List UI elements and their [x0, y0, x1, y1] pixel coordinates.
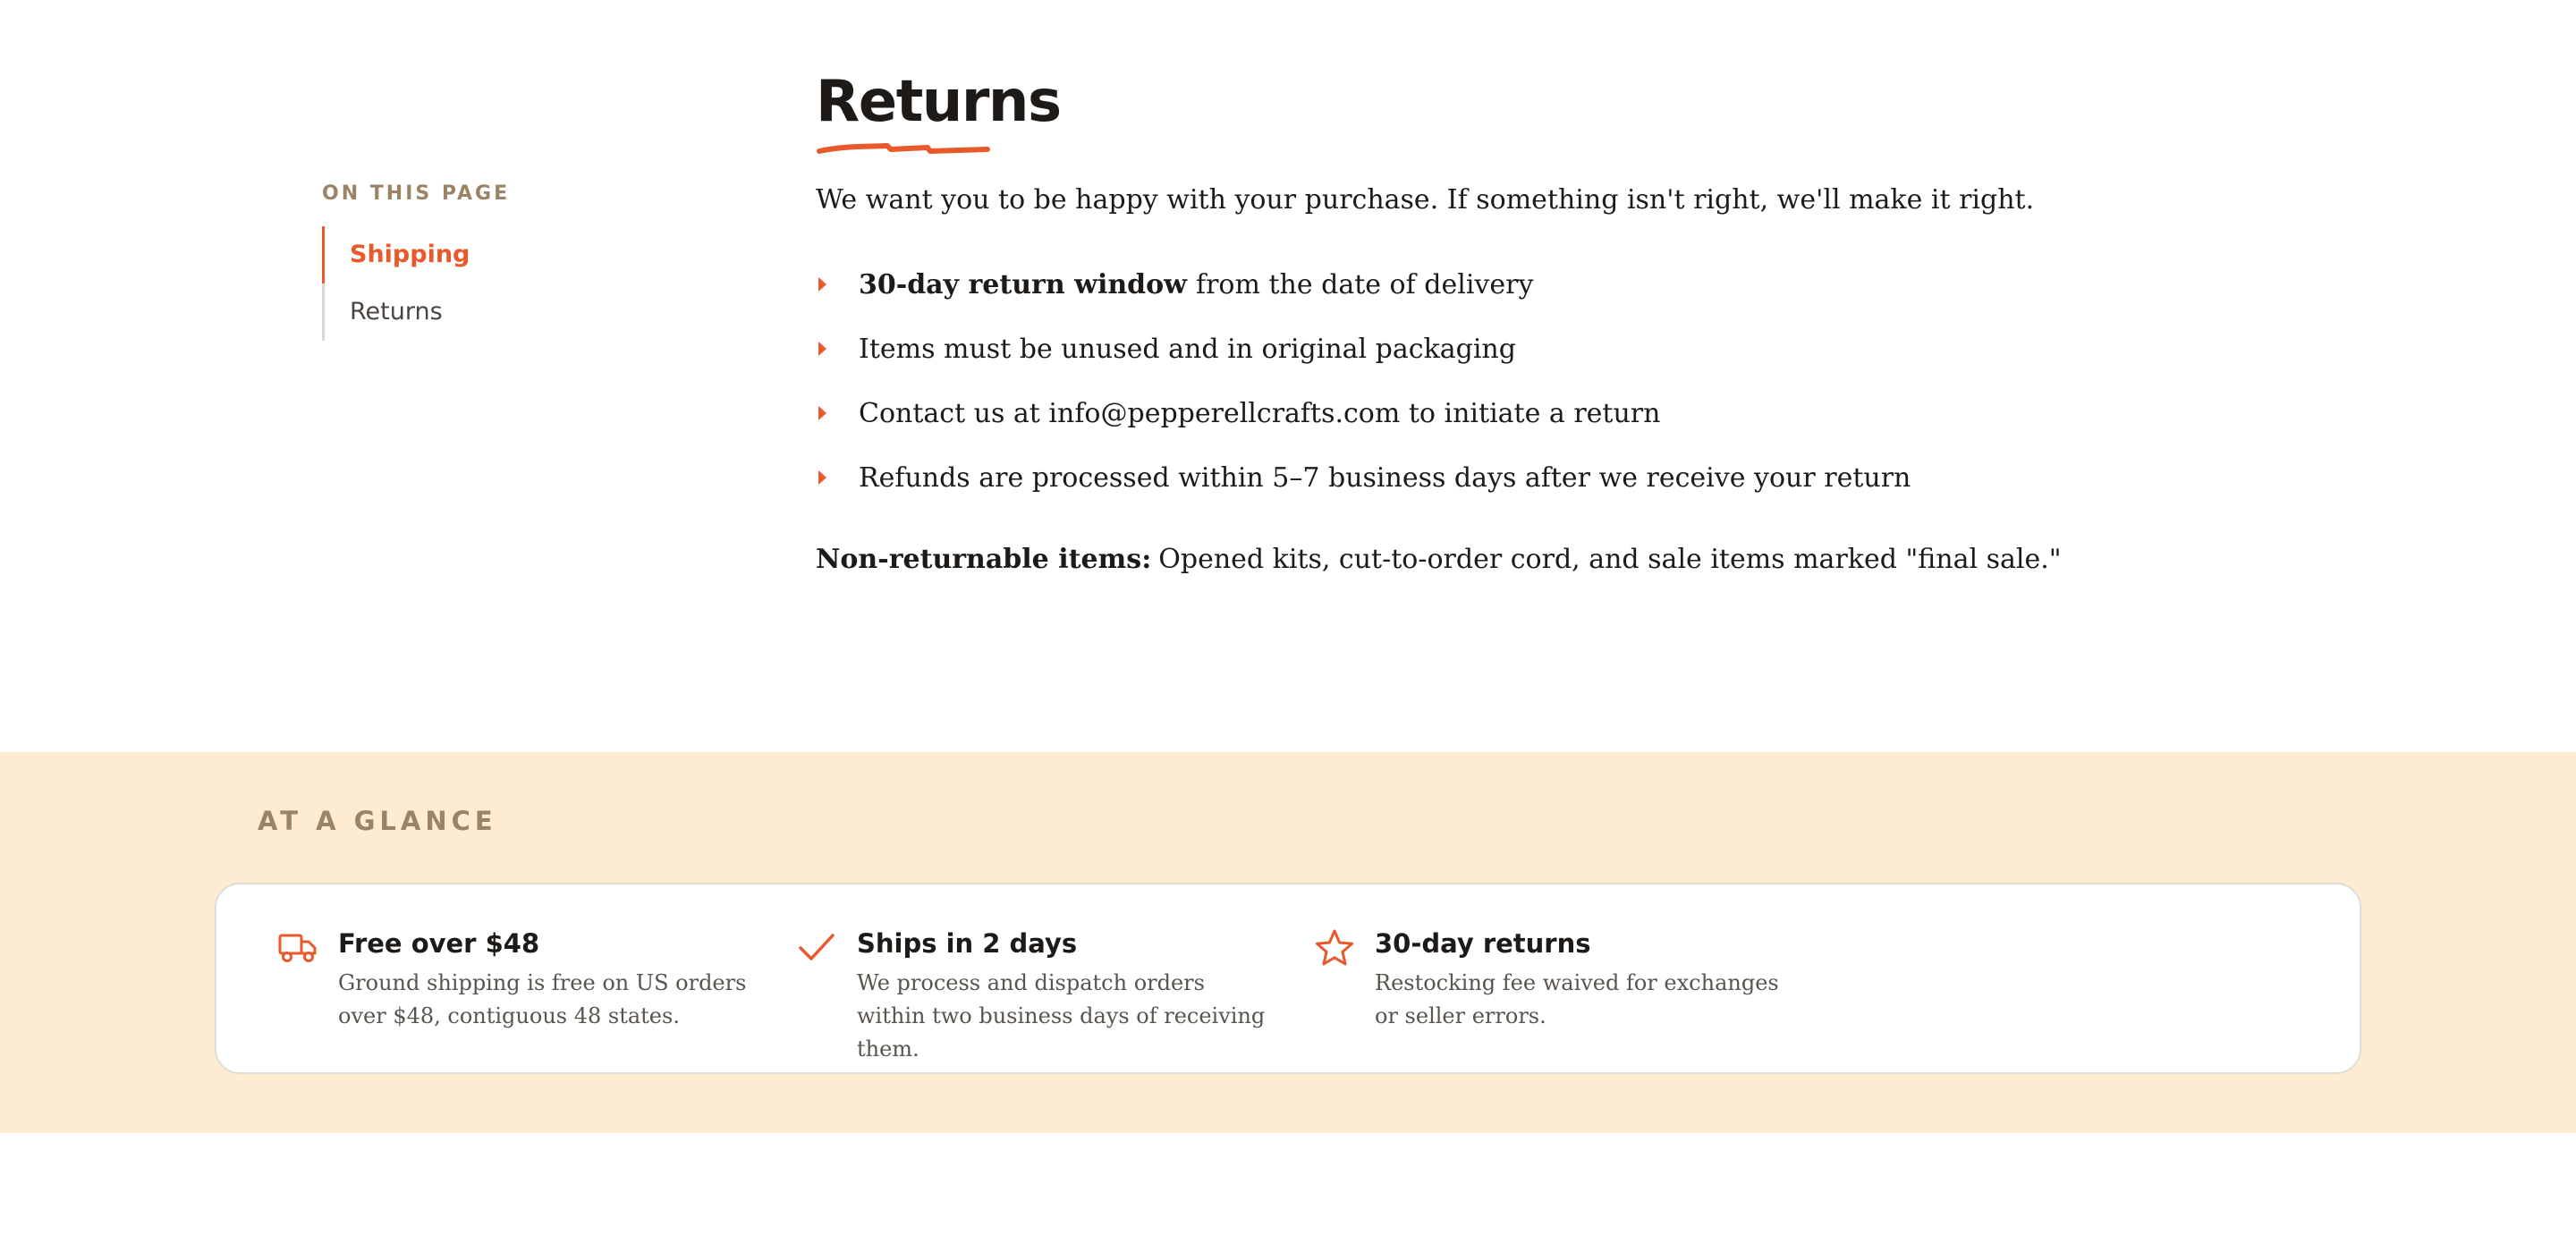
non-returnable-note — [816, 540, 2068, 579]
list-item — [816, 381, 2068, 445]
title-squiggle-underline — [816, 141, 991, 156]
on-this-page-nav — [322, 182, 680, 341]
feature-title: 30-day returns — [1375, 928, 1591, 959]
page-title: Returns — [816, 69, 1061, 135]
feature-title: Ships in 2 days — [857, 928, 1078, 959]
list-item — [816, 252, 2068, 317]
list-item — [816, 317, 2068, 381]
list-item-text: Items must be unused and in original packaging — [859, 333, 1516, 365]
toc-link-shipping[interactable]: Shipping — [322, 226, 680, 283]
returns-policy-list — [816, 252, 2068, 510]
at-a-glance-section — [0, 752, 2576, 1133]
glance-card — [215, 883, 2361, 1074]
feature-description: Restocking fee waived for exchanges or seller errors. — [1375, 970, 1779, 1028]
toc-heading: ON THIS PAGE — [322, 182, 511, 205]
glance-heading: AT A GLANCE — [258, 806, 497, 836]
toc-list — [322, 226, 680, 341]
checkmark-icon — [796, 927, 837, 969]
caret-right-icon — [816, 404, 859, 422]
intro-text: We want you to be happy with your purchase. If something isn't right, we'll make it right. — [816, 184, 2035, 216]
list-item-text: Contact us at info@pepperellcrafts.com to initiate a return — [859, 397, 1661, 429]
feature-description: We process and dispatch orders within two business days of receiving them. — [857, 970, 1266, 1062]
star-icon — [1314, 927, 1355, 969]
note-label: Non-returnable items: — [816, 544, 1152, 575]
truck-icon — [277, 927, 318, 969]
list-item-text: from the date of delivery — [1195, 268, 1534, 300]
feature-description: Ground shipping is free on US orders over $48, contiguous 48 states. — [338, 970, 747, 1028]
caret-right-icon — [816, 469, 859, 486]
caret-right-icon — [816, 275, 859, 293]
caret-right-icon — [816, 340, 859, 358]
list-item-highlight: 30-day return window — [859, 268, 1187, 300]
feature-title: Free over $48 — [338, 928, 540, 959]
list-item — [816, 445, 2068, 510]
list-item-text: Refunds are processed within 5–7 business days after we receive your return — [859, 461, 1911, 494]
toc-link-returns[interactable]: Returns — [322, 283, 680, 341]
note-text: Opened kits, cut-to-order cord, and sale items marked "final sale." — [1158, 544, 2062, 575]
returns-section — [816, 68, 2068, 579]
